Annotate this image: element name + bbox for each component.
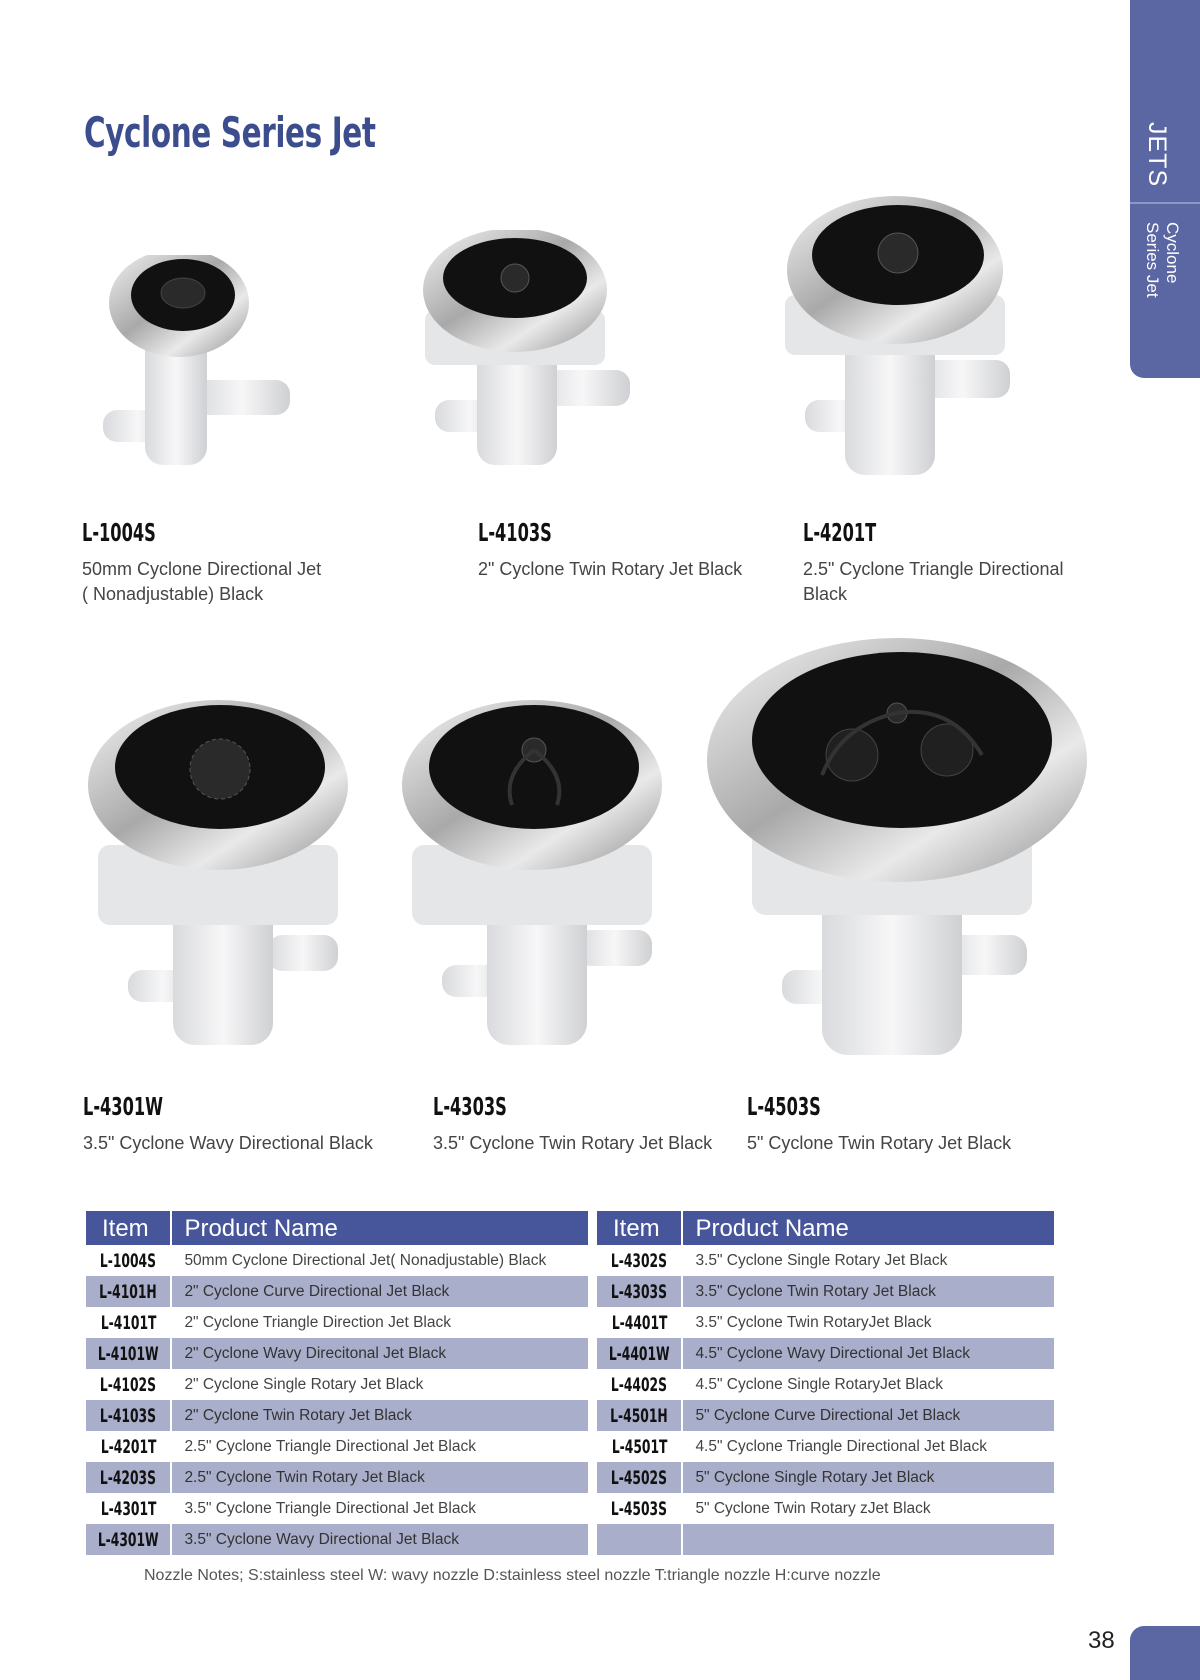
product-description: 2.5" Cyclone Triangle Directional Black [803,559,1064,604]
column-header-item: Item [86,1211,171,1245]
product-name-cell: 2" Cyclone Triangle Direction Jet Black [184,1313,451,1331]
table-row [86,1276,588,1307]
item-code: L-4203S [100,1466,157,1489]
product-name-cell: 3.5" Cyclone Twin RotaryJet Black [695,1313,932,1331]
product-code: L-4303S [433,1092,507,1121]
product-name-cell: 4.5" Cyclone Triangle Directional Jet Black [695,1437,987,1455]
item-code-cell [597,1307,682,1338]
table-row [86,1524,588,1555]
item-code-cell [86,1307,171,1338]
product-name-cell: 3.5" Cyclone Triangle Directional Jet Black [184,1499,476,1517]
subsection-tab-label [1142,222,1182,298]
product-name-cell: 3.5" Cyclone Twin Rotary Jet Black [682,1276,1054,1307]
item-code-cell [597,1245,682,1276]
table-row [597,1338,1054,1369]
table-row [86,1400,588,1431]
item-code: L-4101W [97,1342,159,1365]
item-code: L-4402S [611,1373,668,1396]
column-header-item: Item [597,1211,682,1245]
product-name-cell: 2" Cyclone Wavy Direcitonal Jet Black [171,1338,588,1369]
table-header-row [597,1211,1054,1245]
item-code-cell [597,1369,682,1400]
item-code-cell [86,1462,171,1493]
item-code: L-4401T [611,1311,668,1334]
item-code: L-4101H [99,1280,157,1303]
item-code: L-4501H [610,1404,668,1427]
item-code-cell [86,1276,171,1307]
table-row [597,1400,1054,1431]
table-row [597,1431,1054,1462]
product-image-l-4303s [392,695,672,1055]
product-code: L-4301W [83,1092,163,1121]
table-row [86,1493,588,1524]
item-code: L-4201T [100,1435,157,1458]
product-card [803,518,1064,607]
item-code: L-4302S [611,1249,668,1272]
table-row [597,1369,1054,1400]
page-number: 38 [1088,1627,1115,1654]
table-row [597,1524,1054,1555]
product-name-cell: 2" Cyclone Curve Directional Jet Black [171,1276,588,1307]
table-header-row [86,1211,588,1245]
product-image-l-4301w [78,695,358,1055]
item-code: L-4301T [100,1497,157,1520]
table-row [86,1338,588,1369]
table-row [597,1493,1054,1524]
product-name-cell: 3.5" Cyclone Single Rotary Jet Black [695,1251,948,1269]
item-code: L-4303S [611,1280,668,1303]
item-code: L-1004S [100,1249,157,1272]
product-description: 3.5" Cyclone Wavy Directional Black [83,1133,373,1153]
item-code: L-4502S [611,1466,668,1489]
product-table-right [597,1211,1054,1555]
product-description: 3.5" Cyclone Twin Rotary Jet Black [433,1133,713,1153]
product-name-cell: 50mm Cyclone Directional Jet( Nonadjustable) Black [184,1251,547,1269]
product-image-l-4503s [702,635,1092,1065]
product-name-cell: 2.5" Cyclone Triangle Directional Jet Black [184,1437,476,1455]
table-row [597,1245,1054,1276]
item-code-cell [597,1276,682,1307]
table-row [597,1276,1054,1307]
nozzle-notes: Nozzle Notes; S:stainless steel W: wavy nozzle D:stainless steel nozzle T:triangle nozzle H:curve nozzle [144,1567,881,1584]
column-header-product-name: Product Name [682,1211,1054,1245]
item-code: L-4301W [97,1528,159,1551]
product-name-cell: 2.5" Cyclone Twin Rotary Jet Black [171,1462,588,1493]
product-code: L-4503S [747,1092,821,1121]
product-name-cell: 3.5" Cyclone Wavy Directional Jet Black [171,1524,588,1555]
product-name-cell: 5" Cyclone Single Rotary Jet Black [682,1462,1054,1493]
product-name-cell: 2" Cyclone Single Rotary Jet Black [184,1375,424,1393]
table-row [86,1431,588,1462]
page-number-tab [1130,1626,1200,1680]
subsection-label-line1: Cyclone [1163,222,1182,284]
item-code-cell [86,1338,171,1369]
product-image-l-4103s [415,230,645,480]
item-code: L-4102S [100,1373,157,1396]
table-row [597,1307,1054,1338]
product-card [433,1092,712,1156]
product-name-cell: 2" Cyclone Twin Rotary Jet Black [171,1400,588,1431]
item-code-cell [597,1493,682,1524]
section-tab-label: JETS [1143,122,1171,188]
item-code-cell [597,1400,682,1431]
item-code-cell [597,1431,682,1462]
subsection-label-line2: Series Jet [1143,222,1162,298]
product-card [747,1092,1011,1156]
table-row [86,1369,588,1400]
item-code: L-4103S [100,1404,157,1427]
product-image-l-4201t [780,195,1020,485]
product-code: L-1004S [82,518,156,547]
section-tab-divider [1130,202,1200,204]
table-row [86,1245,588,1276]
table-row [86,1307,588,1338]
item-code-cell [597,1338,682,1369]
product-name-cell [682,1524,1054,1555]
item-code-cell [86,1245,171,1276]
item-code-cell [86,1369,171,1400]
table-row [86,1462,588,1493]
product-code: L-4103S [478,518,552,547]
product-card [83,1092,373,1156]
product-name-cell: 5" Cyclone Twin Rotary zJet Black [695,1499,931,1517]
product-table-left [86,1211,588,1555]
product-image-l-1004s [95,255,315,475]
page-title: Cyclone Series Jet [84,108,376,157]
product-description: 2" Cyclone Twin Rotary Jet Black [478,559,743,579]
table-row [597,1462,1054,1493]
section-tab [1130,0,1200,378]
item-code-cell [86,1524,171,1555]
item-code-cell [597,1524,682,1555]
product-name-cell: 5" Cyclone Curve Directional Jet Black [682,1400,1054,1431]
item-code-cell [86,1431,171,1462]
item-code-cell [86,1493,171,1524]
item-code: L-4401W [608,1342,670,1365]
product-card [82,518,321,607]
product-description: 5" Cyclone Twin Rotary Jet Black [747,1133,1012,1153]
item-code: L-4503S [611,1497,668,1520]
item-code-cell [597,1462,682,1493]
product-description: 50mm Cyclone Directional Jet ( Nonadjustable) Black [82,559,322,604]
column-header-product-name: Product Name [171,1211,588,1245]
item-code-cell [86,1400,171,1431]
item-code: L-4501T [611,1435,668,1458]
product-card [478,518,742,582]
product-name-cell: 4.5" Cyclone Single RotaryJet Black [695,1375,944,1393]
item-code: L-4101T [100,1311,157,1334]
product-code: L-4201T [803,518,877,547]
product-name-cell: 4.5" Cyclone Wavy Directional Jet Black [682,1338,1054,1369]
